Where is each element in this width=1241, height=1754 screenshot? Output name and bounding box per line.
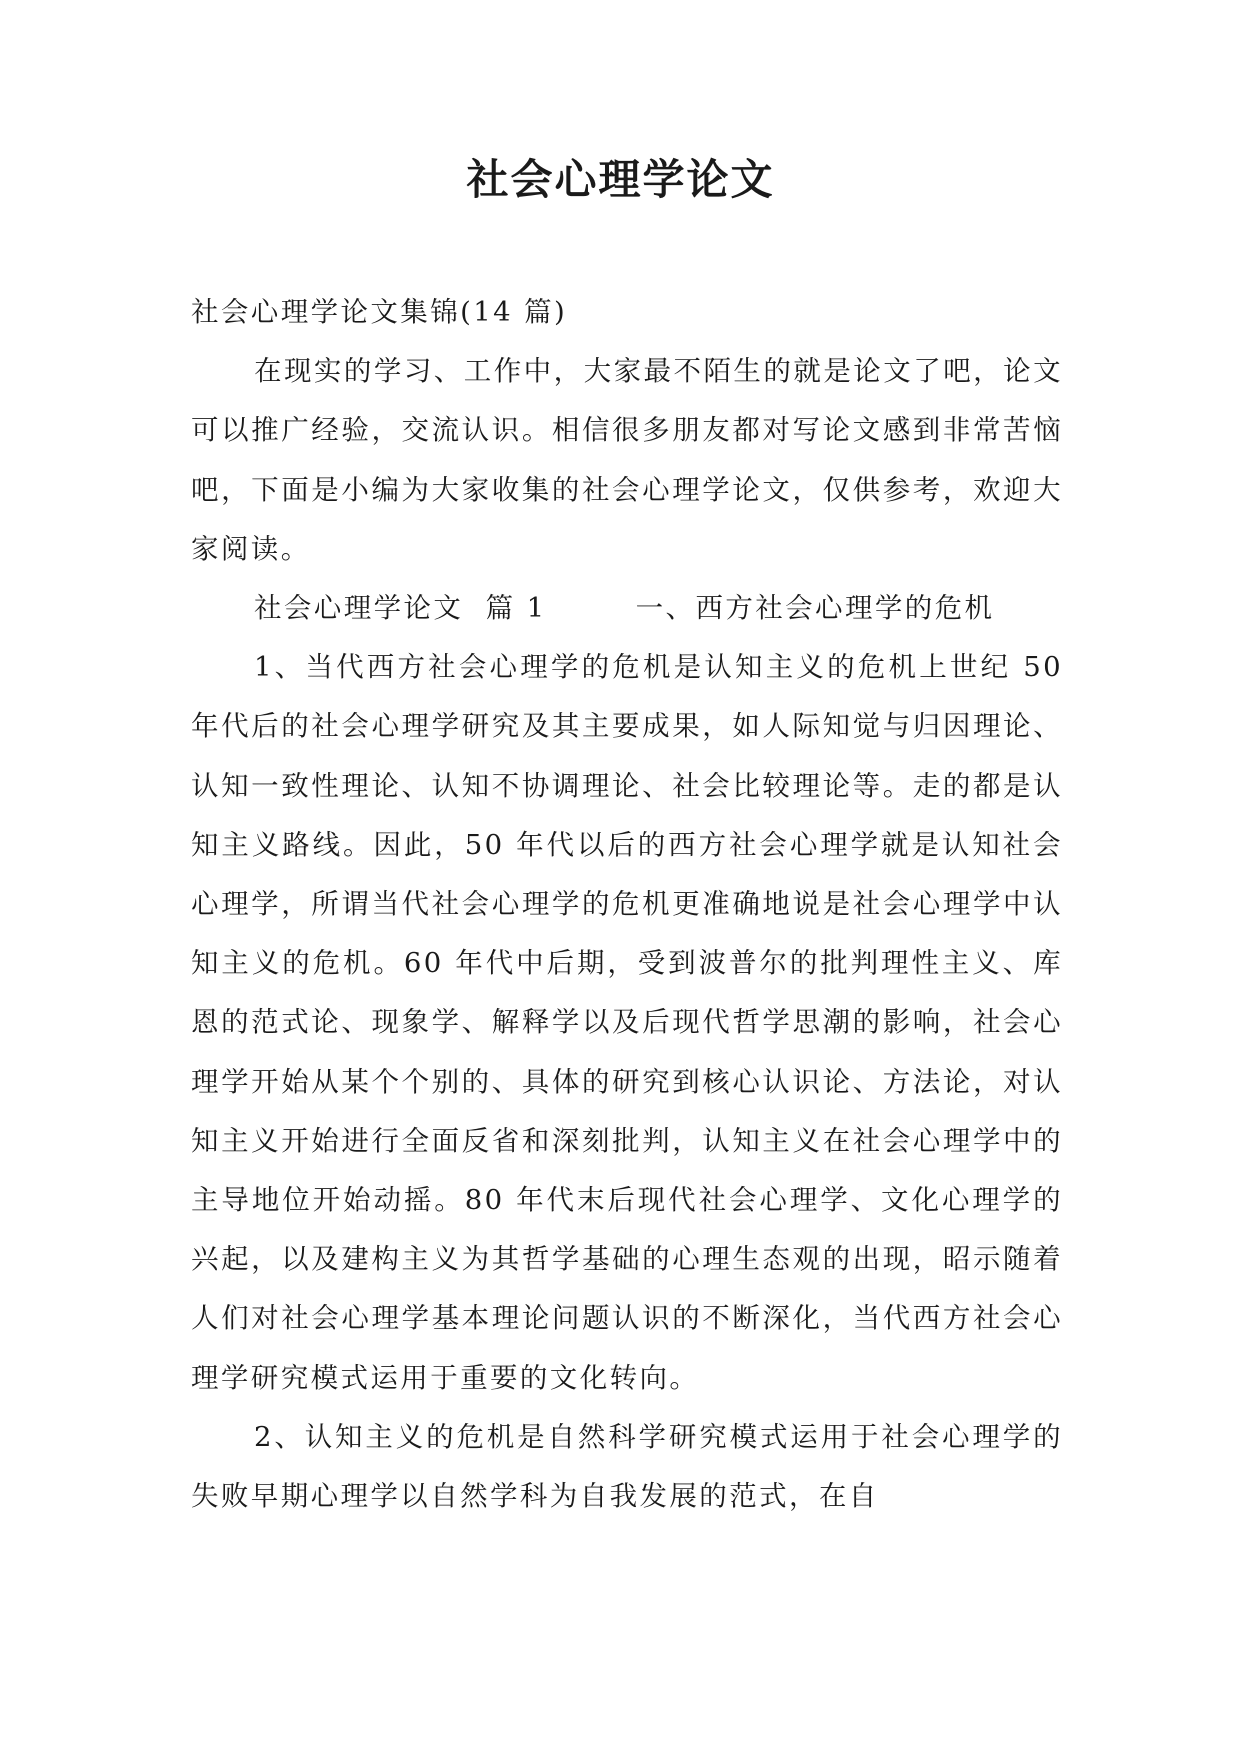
collection-subtitle: 社会心理学论文集锦(14 篇): [191, 296, 568, 328]
document-title: 社会心理学论文: [466, 155, 775, 204]
intro-paragraph: 在现实的学习、工作中，大家最不陌生的就是论文了吧，论文可以推广经验，交流认识。相信很多朋友都对写论文感到非常苦恼吧，下面是小编为大家收集的社会心理学论文，仅供参考，欢迎大家阅读。: [191, 355, 1063, 565]
section-heading: 社会心理学论文 篇 1 一、西方社会心理学的危机: [254, 592, 995, 625]
document-body: [191, 283, 1063, 1526]
body-paragraph: 1、当代西方社会心理学的危机是认知主义的危机上世纪 50 年代后的社会心理学研究及其主要成果，如人际知觉与归因理论、认知一致性理论、认知不协调理论、社会比较理论等。走的都是认知主义路线。因此，50 年代以后的西方社会心理学就是认知社会心理学，所谓当代社会心理学的危机更准确地说是社会心理学中认知主义的危机。60 年代中后期，受到波普尔的批判理性主义、库恩的范式论、现象学、解释学以及后现代哲学思潮的影响，社会心理学开始从某个个别的、具体的研究到核心认识论、方法论，对认知主义开始进行全面反省和深刻批判，认知主义在社会心理学中的主导地位开始动摇。80 年代末后现代社会心理学、文化心理学的兴起，以及建构主义为其哲学基础的心理生态观的出现，昭示随着人们对社会心理学基本理论问题认识的不断深化，当代西方社会心理学研究模式运用于重要的文化转向。: [191, 651, 1063, 1394]
body-paragraph: 2、认知主义的危机是自然科学研究模式运用于社会心理学的失败早期心理学以自然学科为自我发展的范式，在自: [191, 1420, 1063, 1513]
